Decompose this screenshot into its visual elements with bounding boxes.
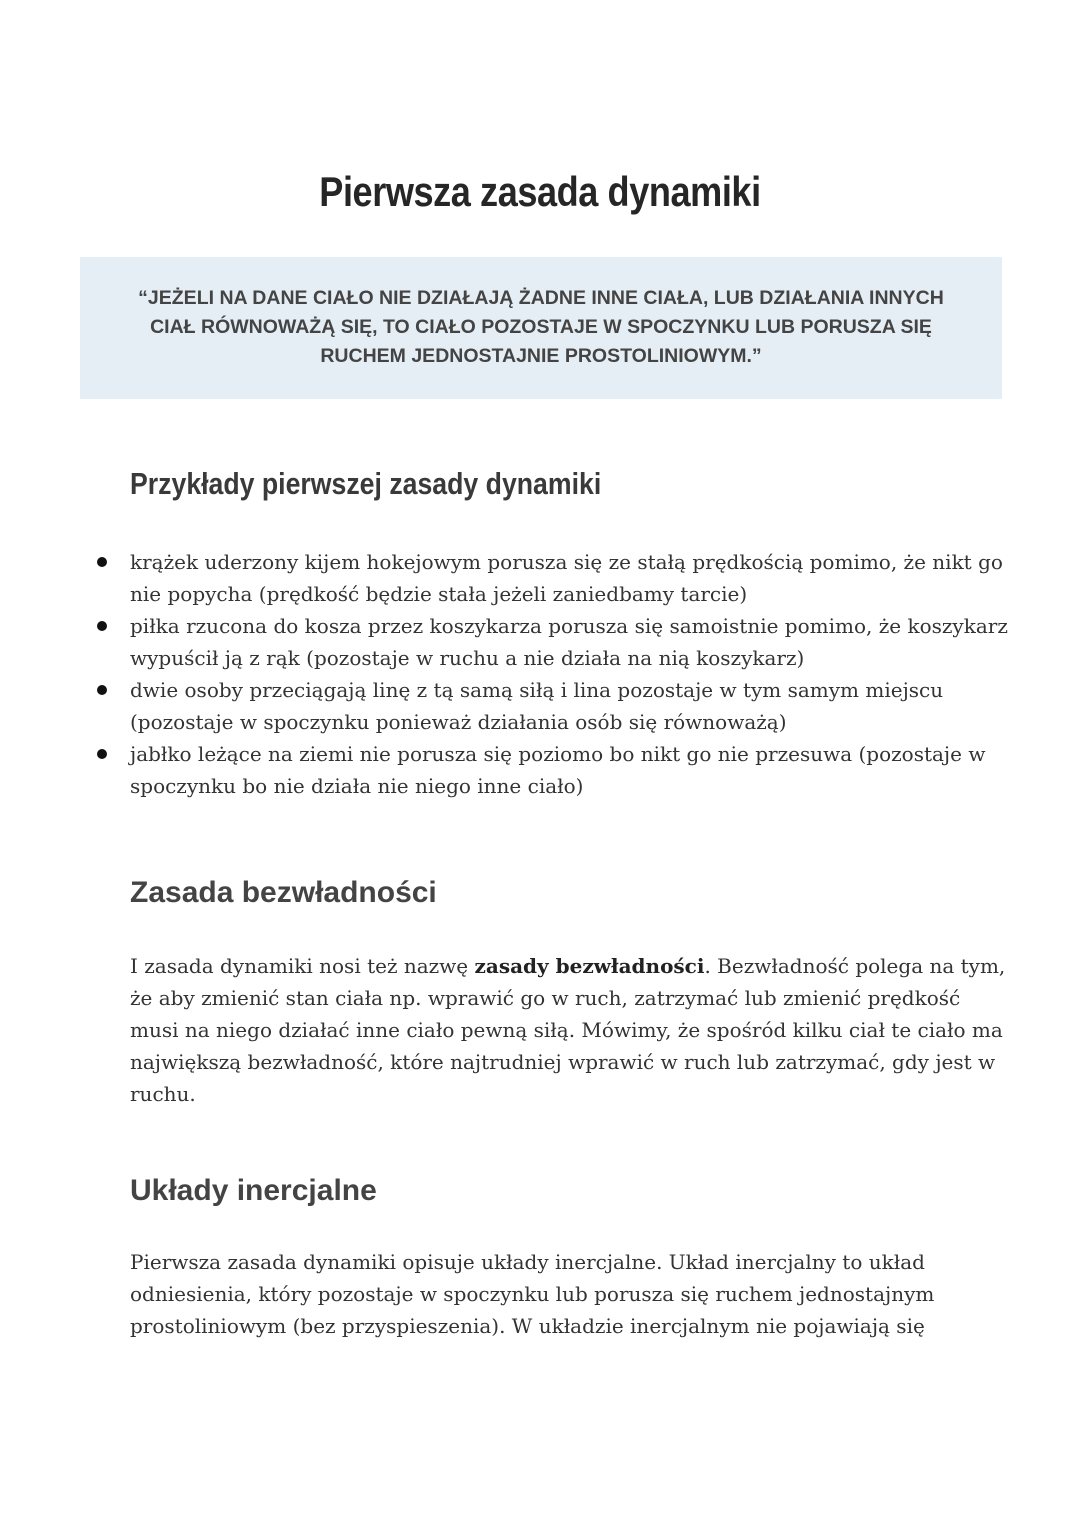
page-title: Pierwsza zasada dynamiki <box>319 168 761 216</box>
list-item <box>0 674 1080 738</box>
bullet-icon <box>97 557 107 567</box>
examples-list <box>0 546 1080 802</box>
list-item-text: jabłko leżące na ziemi nie porusza się poziomo bo nikt go nie przesuwa (pozostaje w spoczynku bo nie działa nie niego inne ciało) <box>130 742 986 798</box>
inertial-frames-heading: Układy inercjalne <box>130 1174 377 1207</box>
list-item <box>0 738 1080 802</box>
quote-box <box>80 257 1002 399</box>
inertia-text-before: I zasada dynamiki nosi też nazwę <box>130 954 475 978</box>
list-item-text: piłka rzucona do kosza przez koszykarza porusza się samoistnie pomimo, że koszykarz wypuścił ją z rąk (pozostaje w ruchu a nie działa na nią koszykarz) <box>130 614 1008 670</box>
law-quote: “JEŻELI NA DANE CIAŁO NIE DZIAŁAJĄ ŻADNE INNE CIAŁA, LUB DZIAŁANIA INNYCH CIAŁ RÓWNOWAŻĄ SIĘ, TO CIAŁO POZOSTAJE W SPOCZYNKU LUB PORUSZA SIĘ RUCHEM JEDNOSTAJNIE PROSTOLINIOWYM.” <box>138 287 944 367</box>
inertia-text-after: . Bezwładność polega na tym, że aby zmienić stan ciała np. wprawić go w ruch, zatrzymać lub zmienić prędkość musi na niego działać inne ciało pewną siłą. Mówimy, że spośród kilku ciał te ciało ma największą bezwładność, które najtrudniej wprawić w ruch lub zatrzymać, gdy jest w ruchu. <box>130 954 1006 1106</box>
inertial-frames-paragraph: Pierwsza zasada dynamiki opisuje układy inercjalne. Układ inercjalny to układ odniesienia, który pozostaje w spoczynku lub porusza się ruchem jednostajnym prostoliniowym (bez przyspieszenia). W układzie inercjalnym nie pojawiają się <box>130 1250 935 1338</box>
inertia-heading: Zasada bezwładności <box>130 876 437 909</box>
bullet-icon <box>97 749 107 759</box>
list-item-text: dwie osoby przeciągają linę z tą samą siłą i lina pozostaje w tym samym miejscu (pozostaje w spoczynku ponieważ działania osób się równoważą) <box>130 678 944 734</box>
list-item <box>0 546 1080 610</box>
examples-heading: Przykłady pierwszej zasady dynamiki <box>130 466 602 501</box>
inertia-paragraph <box>130 950 1015 1110</box>
list-item <box>0 610 1080 674</box>
inertia-bold-term: zasady bezwładności <box>474 954 705 978</box>
bullet-icon <box>97 685 107 695</box>
list-item-text: krążek uderzony kijem hokejowym porusza się ze stałą prędkością pomimo, że nikt go nie popycha (prędkość będzie stała jeżeli zaniedbamy tarcie) <box>130 550 1003 606</box>
bullet-icon <box>97 621 107 631</box>
